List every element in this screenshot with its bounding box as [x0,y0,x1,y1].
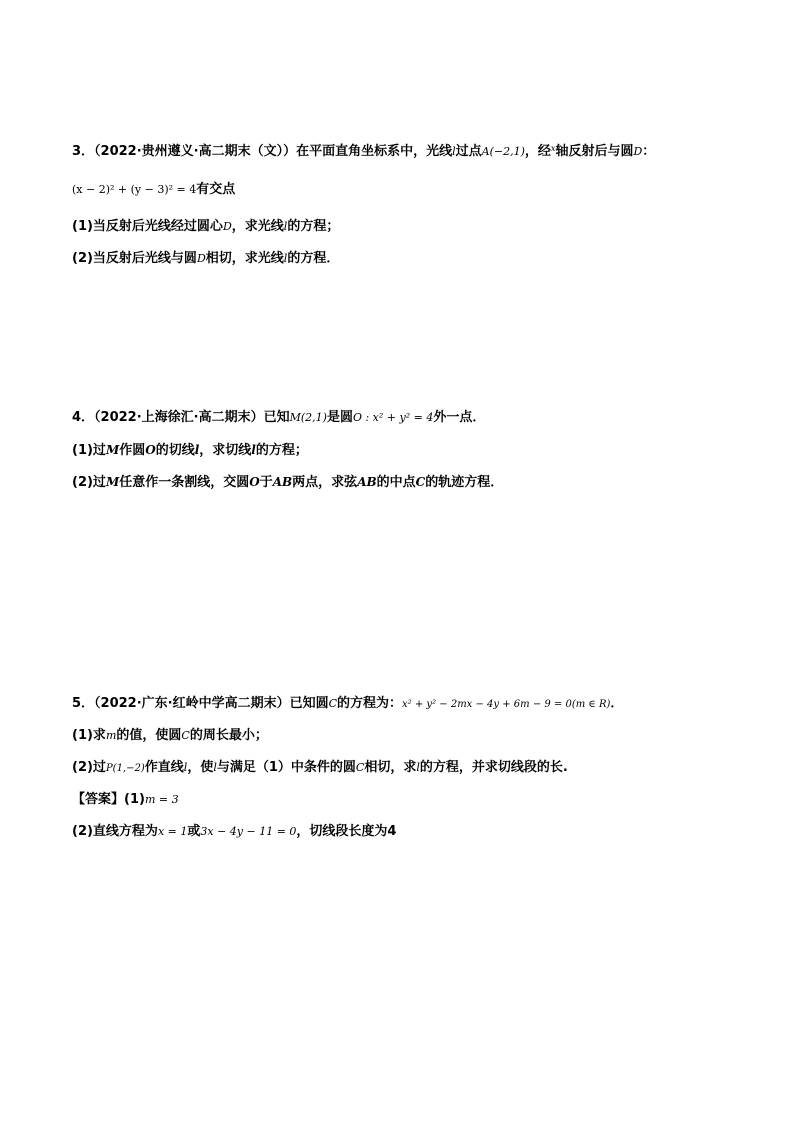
q3-part1-text-3: 的方程； [287,219,340,234]
q3-part1-var-d: D [222,220,232,233]
q4-part1-var-l: l [194,443,200,457]
q4-part1-text-2: 作圆 [119,443,146,458]
q3-part2 [72,250,339,268]
q5-heading [72,695,623,714]
q5-part2-text: (2)过 [72,760,106,775]
q4-part2-text-5: 的中点 [376,475,416,490]
q5-part2-text-6: 的方程，并求切线段的长. [419,760,568,775]
q5-part2-text-3: ，使 [187,760,214,775]
q3-part2-text: (2)当反射后光线与圆 [72,251,197,266]
q3-heading-text-5: ： [642,144,656,159]
q3-part2-text-2: 相切，求光线 [205,251,284,266]
q5-part2-point-p: P(1,−2) [105,763,145,774]
answer-part2-equation-1: x = 1 [157,825,188,838]
q3-heading-text: 3．（2022·贵州遵义·高二期末（文））在平面直角坐标系中，光线 [72,144,453,159]
q3-part1-text: (1)当反射后光线经过圆心 [72,219,223,234]
answer-part2-text: (2)直线方程为 [72,824,158,839]
answer-part1-label: (1) [124,792,145,807]
q5-part2-var-c: C [355,761,365,774]
q3-heading-text-2: 过点 [455,144,482,159]
q3-part1-text-2: ，求光线 [231,219,284,234]
answer-part1-equation: m = 3 [144,793,179,806]
q5-answer-1 [72,791,179,809]
q3-heading-text-4: 轴反射后与圆 [555,144,634,159]
q4-part2-var-o: O [249,475,260,489]
q4-part2-var-c: C [415,475,426,489]
q4-part2-text-3: 于 [259,475,273,490]
answer-label: 【答案】 [72,792,125,807]
q5-part1-text: (1)求 [72,728,106,743]
q5-part1 [72,727,268,745]
q4-heading [72,409,485,427]
q3-heading-text-3: ，经 [524,144,551,159]
q5-heading-text-2: 的方程为： [337,696,403,711]
q5-part2-text-4: 与满足（1）中条件的圆 [216,760,356,775]
q5-part1-text-3: 的周长最小； [189,728,268,743]
q3-part2-var-d: D [196,252,206,265]
q4-part1 [72,441,308,460]
q4-heading-text-3: 外一点． [433,410,486,425]
q4-circle-equation: O : x² + y² = 4 [352,411,434,424]
q5-part1-var-m: m [105,729,117,742]
q4-part1-text: (1)过 [72,443,106,458]
q5-part1-text-2: 的值，使圆 [116,728,182,743]
q4-part1-var-m: M [105,443,120,457]
q3-circle-equation [72,181,235,199]
answer-part2-text-2: 或 [187,824,201,839]
q3-var-l: l [452,145,456,158]
q5-part2 [72,759,568,778]
q4-part2-text-2: 任意作一条割线，交圆 [119,475,250,490]
q5-circle-equation: x² + y² − 2mx − 4y + 6m − 9 = 0(m ∈ R) [402,699,611,710]
q5-heading-text: 5．（2022·广东·红岭中学高二期末）已知圆 [72,696,329,711]
q3-part1 [72,218,339,236]
q4-part1-var-l-2: l [251,443,256,457]
q4-part2-text: (2)过 [72,475,106,490]
q3-part1-var-l: l [283,220,288,233]
q3-var-x: x [550,144,556,153]
q3-part2-var-l: l [283,252,288,265]
q5-part2-var-l-2: l [213,761,217,774]
q5-part1-var-c: C [181,729,190,742]
q5-part2-text-5: 相切，求 [364,760,417,775]
q4-part2-var-ab: AB [272,475,293,489]
q4-part1-text-4: ，求切线 [199,443,252,458]
q3-equation-tail: 有交点 [196,182,236,197]
q5-heading-text-3: ． [610,696,624,711]
q4-part1-text-3: 的切线 [155,443,195,458]
q4-part2-var-m: M [105,475,120,489]
q3-equation: (x − 2)² + (y − 3)² = 4 [72,183,197,196]
answer-part2-text-3: ，切线段长度为4 [296,824,397,839]
q4-heading-text-2: 是圆 [326,410,353,425]
q3-part2-text-3: 的方程． [287,251,340,266]
q4-heading-text: 4．（2022·上海徐汇·高二期末）已知 [72,410,290,425]
q4-point-m: M(2,1) [289,411,327,424]
q3-var-d: D [633,145,643,158]
q5-part2-var-l: l [183,761,188,774]
q4-part2 [72,473,503,492]
answer-part2-equation-2: 3x − 4y − 11 = 0 [200,825,297,838]
q5-part2-text-2: 作直线 [144,760,184,775]
q5-part2-var-l-3: l [416,761,420,774]
q5-var-c: C [328,697,338,710]
q4-part2-var-ab-2: AB [357,475,377,489]
q3-point-a: A(−2,1) [481,145,525,158]
q4-part2-text-4: 两点，求弦 [292,475,358,490]
q3-heading [72,140,655,161]
q4-part2-text-6: 的轨迹方程． [425,475,504,490]
q4-part1-text-5: 的方程； [255,443,308,458]
q4-part1-var-o: O [145,443,156,457]
q5-answer-2 [72,823,396,841]
